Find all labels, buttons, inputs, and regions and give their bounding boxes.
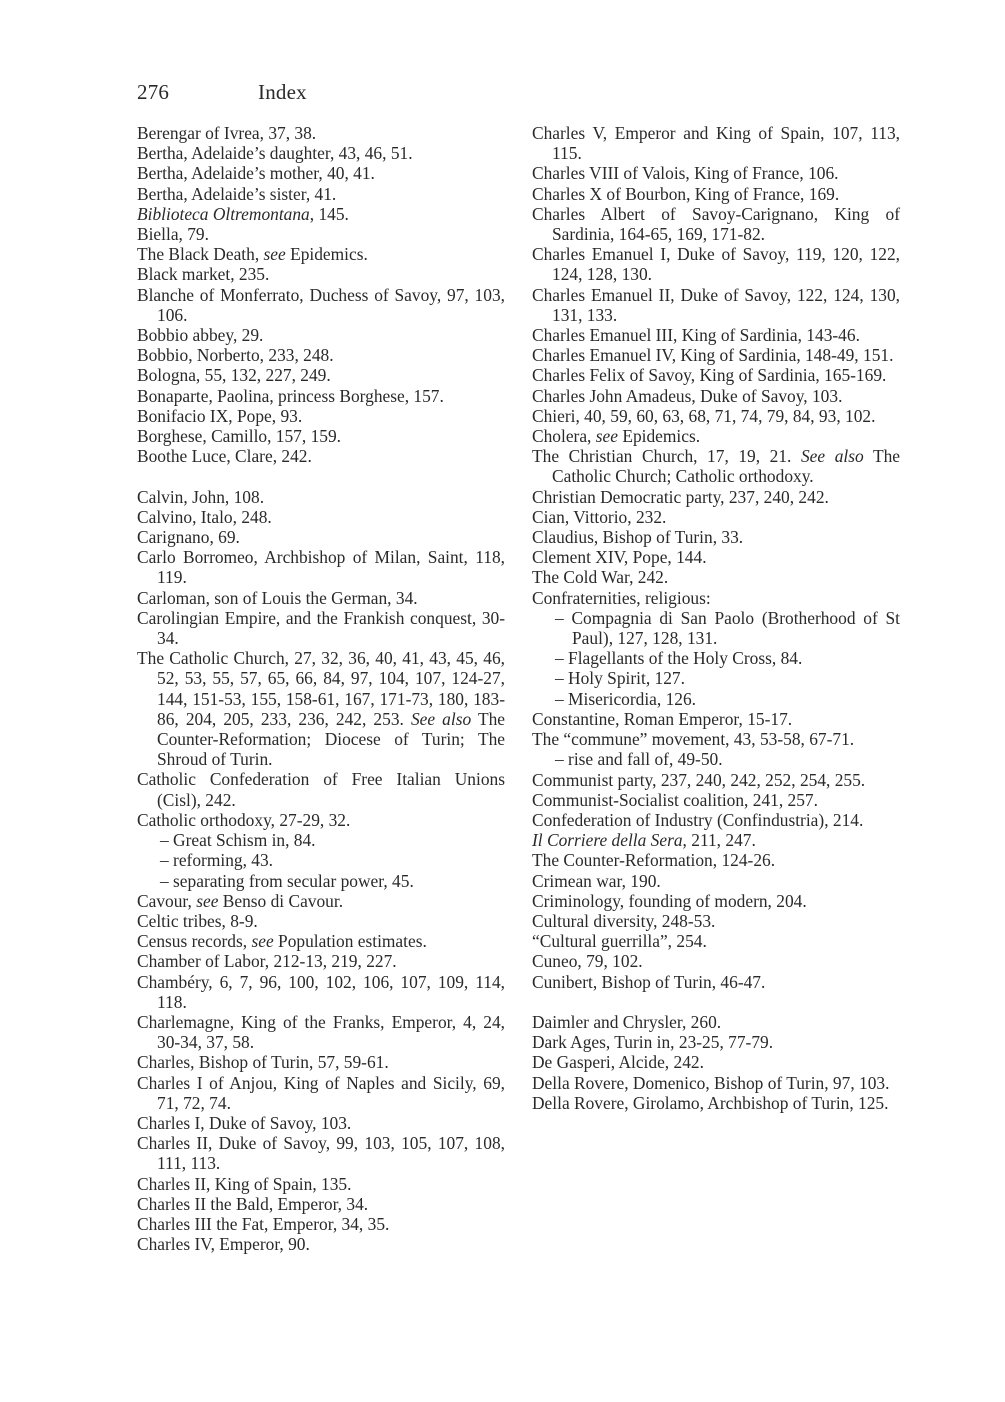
index-entry: Confraternities, religious:: [532, 587, 711, 608]
section-gap: [532, 992, 900, 1012]
index-entry: Carloman, son of Louis the German, 34.: [137, 587, 418, 608]
index-column-left: [137, 123, 505, 1254]
index-entry: Charles IV, Emperor, 90.: [137, 1234, 310, 1255]
index-subentry: – rise and fall of, 49-50.: [555, 749, 723, 770]
entry-text: Population estimates.: [273, 931, 427, 952]
entry-text: The Catholic Church, 27, 32, 36, 40, 41, 43, 45, 46, 52, 53, 55, 57, 65, 66, 84, 97, 104, 107, 124-27, 144, 151-53, 155, 158-61, 167, 171-73, 180, 183-86, 204, 205, 233, 236, 242, 253.: [137, 648, 505, 729]
index-entry: Cultural diversity, 248-53.: [532, 910, 716, 931]
italic-text: Biblioteca Oltremontana: [137, 203, 310, 224]
italic-text: See also: [410, 708, 472, 729]
index-entry: The Cold War, 242.: [532, 567, 669, 588]
page-number: 276: [137, 80, 170, 104]
entry-text: Epidemics.: [285, 244, 368, 265]
index-entry: Charles Emanuel II, Duke of Savoy, 122, 124, 130, 131, 133.: [532, 284, 900, 325]
index-entry: Charles III the Fat, Emperor, 34, 35.: [137, 1213, 390, 1234]
page-header: [137, 80, 307, 105]
entry-text: Benso di Cavour.: [218, 890, 344, 911]
index-entry: De Gasperi, Alcide, 242.: [532, 1052, 704, 1073]
index-entry: Bobbio abbey, 29.: [137, 325, 264, 346]
italic-text: Il Corriere della Sera: [532, 830, 683, 851]
index-entry: Della Rovere, Domenico, Bishop of Turin, 97, 103.: [532, 1072, 890, 1093]
entry-text: The Catholic Church; Catholic orthodoxy.: [552, 446, 900, 487]
section-gap: [137, 466, 505, 486]
index-entry: Communist-Socialist coalition, 241, 257.: [532, 789, 818, 810]
index-entry: Charles VIII of Valois, King of France, 106.: [532, 163, 839, 184]
index-subentry: – Compagnia di San Paolo (Brotherhood of St Paul), 127, 128, 131.: [555, 607, 900, 649]
index-entry: Carlo Borromeo, Archbishop of Milan, Saint, 118, 119.: [137, 547, 505, 588]
index-entry: Bobbio, Norberto, 233, 248.: [137, 345, 334, 366]
index-entry: Bonifacio IX, Pope, 93.: [137, 405, 303, 426]
index-entry: Bertha, Adelaide’s mother, 40, 41.: [137, 163, 375, 184]
index-subentry: – Misericordia, 126.: [555, 688, 697, 709]
entry-text: The Christian Church, 17, 19, 21.: [532, 446, 801, 467]
index-entry: Catholic Confederation of Free Italian Unions (Cisl), 242.: [137, 769, 505, 810]
index-entry: Charles Emanuel I, Duke of Savoy, 119, 120, 122, 124, 128, 130.: [532, 244, 900, 285]
entry-text: Census records,: [137, 931, 252, 952]
index-entry: [137, 891, 505, 911]
entry-text: Cavour,: [137, 890, 197, 911]
index-entry: Blanche of Monferrato, Duchess of Savoy, 97, 103, 106.: [137, 284, 505, 325]
index-entry: “Cultural guerrilla”, 254.: [532, 931, 707, 952]
index-entry: Claudius, Bishop of Turin, 33.: [532, 527, 744, 548]
index-entry: [532, 426, 900, 446]
index-entry: Cian, Vittorio, 232.: [532, 506, 667, 527]
index-entry: Chamber of Labor, 212-13, 219, 227.: [137, 951, 397, 972]
index-subentry: – Flagellants of the Holy Cross, 84.: [555, 648, 803, 669]
italic-text: see: [251, 931, 274, 952]
index-entry: Calvin, John, 108.: [137, 486, 265, 507]
entry-text: Epidemics.: [617, 426, 701, 447]
index-entry: Charlemagne, King of the Franks, Emperor, 4, 24, 30-34, 37, 58.: [137, 1011, 505, 1053]
index-subentry: – Great Schism in, 84.: [160, 830, 316, 851]
entry-text: , 145.: [309, 203, 349, 224]
index-entry: Charles Emanuel III, King of Sardinia, 143-46.: [532, 325, 860, 346]
index-entry: Carolingian Empire, and the Frankish conquest, 30-34.: [137, 607, 505, 649]
index-entry: Bertha, Adelaide’s sister, 41.: [137, 183, 337, 204]
page-title: Index: [258, 80, 307, 104]
index-entry: Della Rovere, Girolamo, Archbishop of Turin, 125.: [532, 1092, 889, 1113]
index-entry: The Counter-Reformation, 124-26.: [532, 850, 776, 871]
italic-text: see: [595, 426, 618, 447]
index-entry: Criminology, founding of modern, 204.: [532, 890, 807, 911]
index-entry: Chieri, 40, 59, 60, 63, 68, 71, 74, 79, 84, 93, 102.: [532, 405, 876, 426]
index-entry: Borghese, Camillo, 157, 159.: [137, 426, 342, 447]
index-entry: Charles I of Anjou, King of Naples and Sicily, 69, 71, 72, 74.: [137, 1072, 505, 1113]
entry-text: The Black Death,: [137, 244, 264, 265]
index-entry: Charles II, Duke of Savoy, 99, 103, 105, 107, 108, 111, 113.: [137, 1133, 505, 1174]
index-entry: Charles X of Bourbon, King of France, 169.: [532, 183, 840, 204]
index-entry: Celtic tribes, 8-9.: [137, 910, 258, 931]
index-entry: Daimler and Chrysler, 260.: [532, 1011, 722, 1032]
index-entry: Charles I, Duke of Savoy, 103.: [137, 1112, 352, 1133]
index-subentry: – separating from secular power, 45.: [160, 870, 414, 891]
index-entry: Crimean war, 190.: [532, 870, 661, 891]
index-entry: Charles V, Emperor and King of Spain, 107, 113, 115.: [532, 123, 900, 164]
index-subentry: – Holy Spirit, 127.: [555, 668, 685, 689]
index-entry: Cuneo, 79, 102.: [532, 951, 643, 972]
index-entry: Bertha, Adelaide’s daughter, 43, 46, 51.: [137, 143, 413, 164]
index-entry: Catholic orthodoxy, 27-29, 32.: [137, 809, 351, 830]
index-entry: Charles II, King of Spain, 135.: [137, 1173, 352, 1194]
index-entry: Christian Democratic party, 237, 240, 242.: [532, 486, 829, 507]
index-entry: Chambéry, 6, 7, 96, 100, 102, 106, 107, 109, 114, 118.: [137, 971, 505, 1012]
entry-text: Cholera,: [532, 426, 596, 447]
index-entry: [532, 830, 900, 850]
index-entry: Communist party, 237, 240, 242, 252, 254, 255.: [532, 769, 866, 790]
index-entry: Dark Ages, Turin in, 23-25, 77-79.: [532, 1032, 774, 1053]
index-entry: The “commune” movement, 43, 53-58, 67-71.: [532, 729, 855, 750]
index-entry: [137, 204, 505, 224]
index-entry: Charles Felix of Savoy, King of Sardinia, 165-169.: [532, 365, 887, 386]
entry-text: The Counter-Reformation; Diocese of Turin; The Shroud of Turin.: [157, 708, 505, 770]
index-entry: Bologna, 55, 132, 227, 249.: [137, 365, 331, 386]
index-column-right: [532, 123, 900, 1113]
index-entry: Bonaparte, Paolina, princess Borghese, 157.: [137, 385, 444, 406]
entry-text: , 211, 247.: [682, 830, 756, 851]
index-subentry: – reforming, 43.: [160, 850, 274, 871]
index-entry: [137, 648, 505, 769]
index-entry: Constantine, Roman Emperor, 15-17.: [532, 708, 793, 729]
index-entry: Black market, 235.: [137, 264, 270, 285]
index-entry: Charles Albert of Savoy-Carignano, King of Sardinia, 164-65, 169, 171-82.: [532, 203, 900, 245]
index-entry: Clement XIV, Pope, 144.: [532, 547, 707, 568]
index-entry: Charles John Amadeus, Duke of Savoy, 103.: [532, 385, 843, 406]
index-entry: Charles Emanuel IV, King of Sardinia, 148-49, 151.: [532, 345, 894, 366]
index-entry: Boothe Luce, Clare, 242.: [137, 446, 312, 467]
italic-text: see: [196, 890, 219, 911]
index-entry: [137, 244, 505, 264]
italic-text: see: [263, 244, 286, 265]
index-entry: Charles II the Bald, Emperor, 34.: [137, 1193, 369, 1214]
italic-text: See also: [800, 446, 864, 467]
index-entry: Biella, 79.: [137, 224, 209, 245]
index-entry: Confederation of Industry (Confindustria), 214.: [532, 809, 864, 830]
index-entry: Berengar of Ivrea, 37, 38.: [137, 123, 317, 143]
index-entry: Calvino, Italo, 248.: [137, 506, 272, 527]
index-entry: Carignano, 69.: [137, 527, 240, 548]
index-entry: Charles, Bishop of Turin, 57, 59-61.: [137, 1052, 389, 1073]
index-entry: Cunibert, Bishop of Turin, 46-47.: [532, 971, 766, 992]
index-entry: [137, 931, 505, 951]
index-entry: [532, 446, 900, 486]
